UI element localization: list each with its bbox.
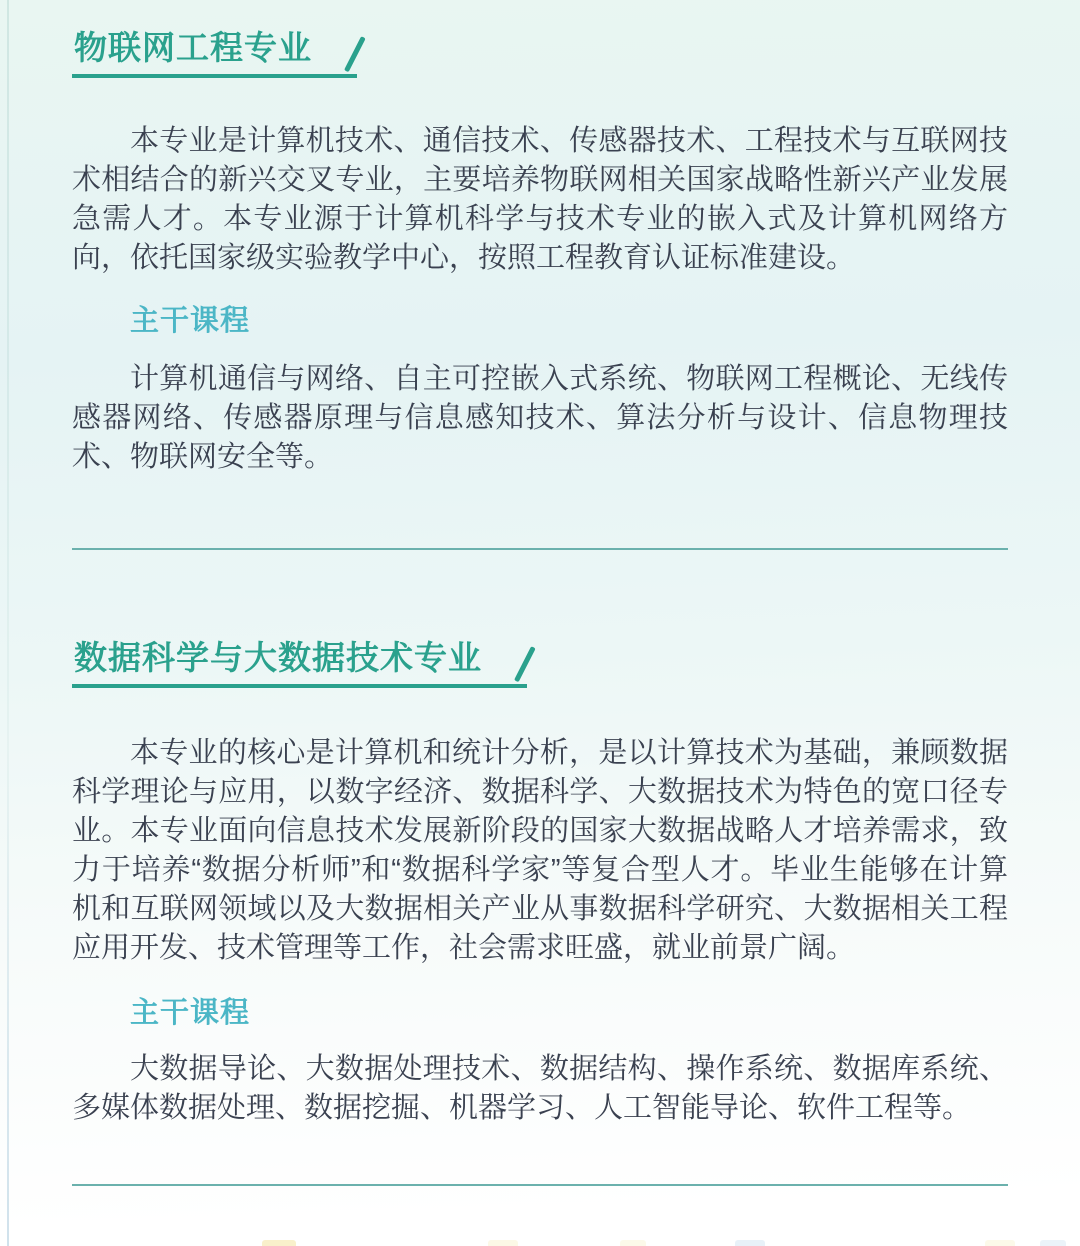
courses-heading: 主干课程 [130,997,251,1029]
bottom-decoration-strip [0,1238,1080,1246]
section-divider [72,1184,1008,1186]
deco-dash-blue [1040,1240,1066,1246]
deco-dash-yellow [262,1240,296,1246]
section-data-science [72,550,1008,1128]
deco-dash-blue [735,1240,765,1246]
deco-dash-yellow [488,1240,518,1246]
courses-list-paragraph: 计算机通信与网络、自主可控嵌入式系统、物联网工程概论、无线传感器网络、传感器原理与信息感知技术、算法分析与设计、信息物理技术、物联网安全等。 [72,363,1008,473]
section-iot-engineering [72,28,1008,477]
slash-icon [344,36,366,72]
courses-heading: 主干课程 [130,305,251,337]
deco-dash-yellow [620,1240,646,1246]
section-title: 数据科学与大数据技术专业 [74,639,482,676]
section-title: 物联网工程专业 [74,29,312,66]
slash-icon [514,646,536,682]
section-intro-paragraph: 本专业是计算机技术、通信技术、传感器技术、工程技术与互联网技术相结合的新兴交叉专业，主要培养物联网相关国家战略性新兴产业发展急需人才。本专业源于计算机科学与技术专业的嵌入式及计算机网络方向，依托国家级实验教学中心，按照工程教育认证标准建设。 [72,125,1008,274]
deco-dash-yellow [985,1240,1015,1246]
courses-list-paragraph: 大数据导论、大数据处理技术、数据结构、操作系统、数据库系统、多媒体数据处理、数据挖掘、机器学习、人工智能导论、软件工程等。 [72,1053,1008,1124]
section-intro-paragraph: 本专业的核心是计算机和统计分析，是以计算技术为基础，兼顾数据科学理论与应用，以数字经济、数据科学、大数据技术为特色的宽口径专业。本专业面向信息技术发展新阶段的国家大数据战略人才培养需求，致力于培养“数据分析师”和“数据科学家”等复合型人才。毕业生能够在计算机和互联网领域以及大数据相关产业从事数据科学研究、大数据相关工程应用开发、技术管理等工作，社会需求旺盛，就业前景广阔。 [72,737,1008,964]
section-heading-data-science [72,638,527,688]
section-heading-iot [72,28,357,78]
